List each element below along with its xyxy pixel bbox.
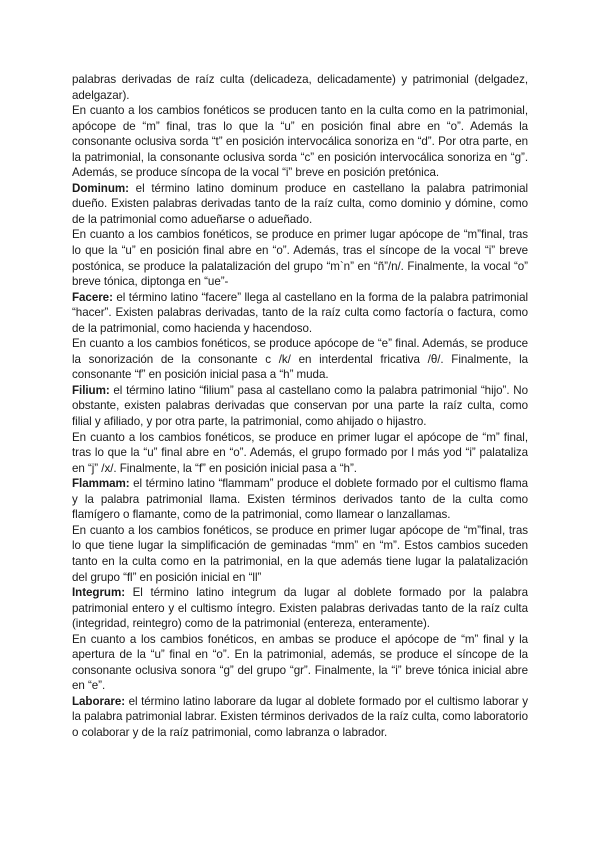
paragraph-phonetic-changes-flammam: En cuanto a los cambios fonéticos, se produce en primer lugar apócope de “m”final, tras lo que tiene lugar la simplificación de geminadas “mm” en “m”. Estos cambios suceden tanto en la culta como en la patrimonial, en la que además tiene lugar la palatalización del grupo “fl” en posición inicial en “ll” [72, 523, 528, 584]
paragraph-phonetic-changes-facere: En cuanto a los cambios fonéticos, se produce apócope de “e” final. Además, se produce la sonorización de la consonante c /k/ en interdental fricativa /θ/. Finalmente, la consonante “f” en posición inicial pasa a “h” muda. [72, 337, 528, 382]
paragraph-phonetic-changes-1: En cuanto a los cambios fonéticos se producen tanto en la culta como en la patrimonial, apócope de “m” final, tras lo que la “u” en posición final abre en “o”. Además la consonante oclusiva sorda “t” en posición intervocálica sonoriza en “d”. Por otra parte, en la patrimonial, la consonante oclusiva sorda “c” en posición intervocálica sonoriza en “g”. Además, se produce síncopa de la vocal “i” breve en posición pretónica. [72, 104, 528, 180]
definition-laborare: el término latino laborare da lugar al doblete formado por el cultismo laborar y la palabra patrimonial labrar. Existen términos derivados de la raíz culta, como laboratorio o colaborar y de la raíz patrimonial, como labranza o labrador. [72, 694, 528, 739]
term-facere: Facere: [72, 290, 113, 304]
paragraph-phonetic-changes-filium: En cuanto a los cambios fonéticos, se produce en primer lugar el apócope de “m” final, tras lo que la “u” final abre en “o”. Además, el grupo formado por l más yod “i” palataliza en “j” /x/. Finalmente, la “f” en posición inicial pasa a “h”. [72, 430, 528, 475]
paragraph-laborare [72, 694, 528, 741]
term-flammam: Flammam: [72, 477, 130, 491]
document-body [72, 72, 528, 741]
definition-filium: el término latino “filium” pasa al castellano como la palabra patrimonial “hijo”. No obstante, existen palabras derivadas que conservan por una parte la raíz culta, como filial y afiliado, y por otra parte, la patrimonial, como ahijado o hijastro. [72, 383, 528, 429]
term-dominum: Dominum: [72, 181, 129, 195]
paragraph-filium [72, 383, 528, 430]
term-integrum: Integrum: [72, 586, 126, 600]
definition-flammam: el término latino “flammam” produce el doblete formado por el cultismo flama y la palabra patrimonial llama. Existen términos derivados tanto de la culta como flamígero o flamante, como de la patrimonial, como llamear o lanzallamas. [72, 477, 528, 522]
definition-integrum: El término latino integrum da lugar al doblete formado por la palabra patrimonial entero y el cultismo íntegro. Existen palabras derivadas tanto de la raíz culta (integridad, reintegro) como de la patrimonial (entereza, enteramente). [72, 586, 528, 631]
term-filium: Filium: [72, 383, 110, 397]
paragraph-flammam [72, 476, 528, 523]
term-laborare: Laborare: [72, 694, 126, 708]
definition-dominum: el término latino dominum produce en castellano la palabra patrimonial dueño. Existen palabras derivadas tanto de la raíz culta, como dominio y dómine, como de la patrimonial como adueñarse o adueñado. [72, 181, 528, 226]
paragraph-phonetic-changes-dominum: En cuanto a los cambios fonéticos, se produce en primer lugar apócope de “m”final, tras lo que la “u” en posición final abre en “o”. Además, tras el síncope de la vocal “i” breve postónica, se produce la palatalización del grupo “m`n” en “ñ”/n/. Finalmente, la vocal “o” breve tónica, diptonga en “ue”- [72, 228, 528, 289]
paragraph-phonetic-changes-integrum: En cuanto a los cambios fonéticos, en ambas se produce el apócope de “m” final y la apertura de la “u” final en “o”. En la patrimonial, además, se produce el síncope de la consonante oclusiva sonora “g” del grupo “gr”. Finalmente, la “i” breve tónica inicial abre en “e”. [72, 632, 528, 693]
paragraph-facere [72, 290, 528, 337]
paragraph-intro-derivatives: palabras derivadas de raíz culta (delicadeza, delicadamente) y patrimonial (delgadez, adelgazar). [72, 73, 528, 102]
paragraph-dominum [72, 181, 528, 228]
paragraph-integrum [72, 585, 528, 632]
definition-facere: el término latino “facere” llega al castellano en la forma de la palabra patrimonial “hacer”. Existen palabras derivadas, tanto de la raíz culta como factoría o factura, como de la patrimonial, como hacienda y hacendoso. [72, 290, 528, 335]
